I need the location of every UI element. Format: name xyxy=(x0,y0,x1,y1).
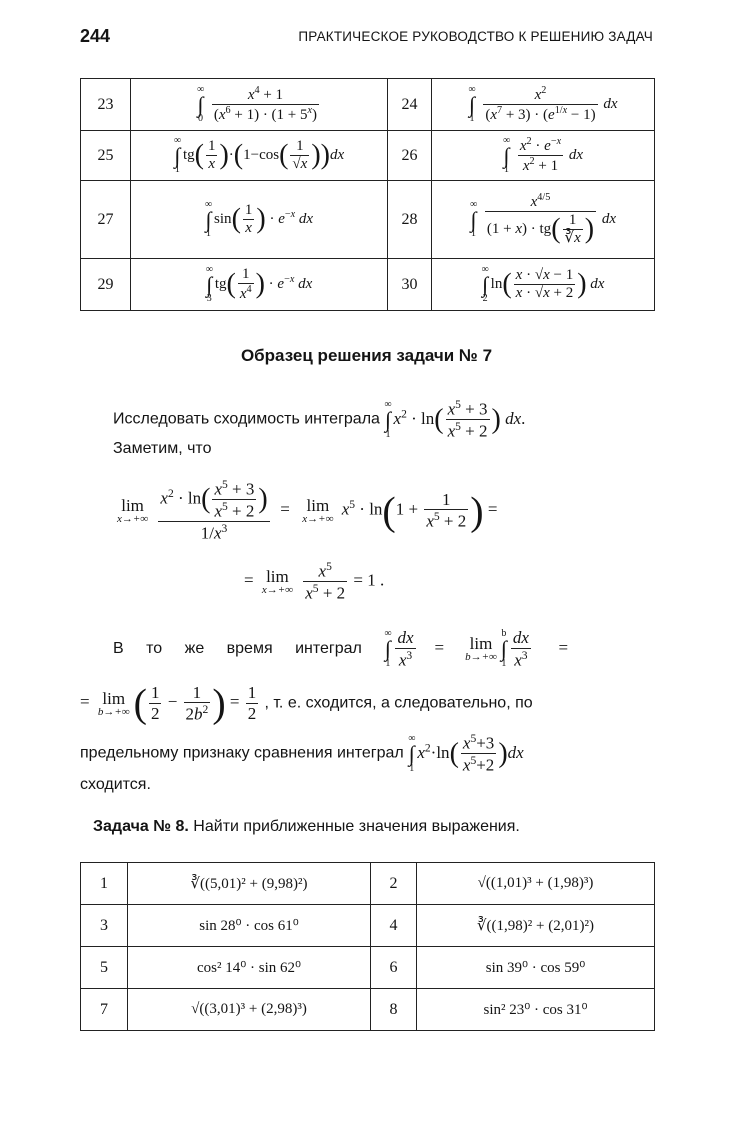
criterion-label: предельному признаку сравнения интеграл xyxy=(80,744,404,762)
table-row xyxy=(81,181,655,259)
problem-expression: ∞ ∫ 1 sin( $\frac{1}{x}$ ) · $e^{-x}$ dx xyxy=(131,181,388,259)
item-number: 5 xyxy=(81,947,128,989)
item-number: 1 xyxy=(81,863,128,905)
item-expression: sin 28⁰ · cos 61⁰ xyxy=(128,905,371,947)
task8-table xyxy=(80,862,655,1031)
item-number: 8 xyxy=(371,989,417,1031)
integrals-table xyxy=(80,78,655,311)
item-number: 6 xyxy=(371,947,417,989)
problem-number: 28 xyxy=(388,181,432,259)
criterion-text xyxy=(80,732,524,775)
item-expression: √((1,01)³ + (1,98)³) xyxy=(417,863,655,905)
problem-number: 30 xyxy=(388,259,432,311)
problem-number: 29 xyxy=(81,259,131,311)
problem-expression: ∞ ∫ 3 tg( $\frac{1}{x^4}$ ) · $e^{-x}$ dx xyxy=(131,259,388,311)
problem-expression: ∞ ∫ 2 ln( $\frac{x \cdot √x - 1}{x \cdot √x + 2}$ ) dx xyxy=(432,259,655,311)
item-expression: ∛((1,98)² + (2,01)²) xyxy=(417,905,655,947)
item-expression: ∛((5,01)² + (9,98)²) xyxy=(128,863,371,905)
table-row xyxy=(81,947,655,989)
task8-text: Найти приближенные значения выражения. xyxy=(193,818,520,835)
item-expression: √((3,01)³ + (2,98)³) xyxy=(128,989,371,1031)
sample-heading: Образец решения задачи № 7 xyxy=(240,346,493,365)
problem-number: 26 xyxy=(388,131,432,181)
limit-b-text xyxy=(80,680,533,727)
limit-result: = lim x→+∞ $\frac{x^5}{x^5 + 2}$ = 1 . xyxy=(244,560,385,603)
task8-label: Задача № 8. xyxy=(93,818,189,835)
item-expression: sin 39⁰ · cos 59⁰ xyxy=(417,947,655,989)
problem-number: 24 xyxy=(388,79,432,131)
intro-label: Исследовать сходимость интеграла xyxy=(113,410,380,428)
item-expression: cos² 14⁰ · sin 62⁰ xyxy=(128,947,371,989)
table-row xyxy=(81,259,655,311)
final-text: сходится. xyxy=(80,776,151,793)
converges-text: , т. е. сходится, а следовательно, по xyxy=(264,694,533,712)
note-text: Заметим, что xyxy=(113,440,212,457)
intro-text xyxy=(113,398,525,441)
problem-number: 25 xyxy=(81,131,131,181)
item-number: 4 xyxy=(371,905,417,947)
item-number: 2 xyxy=(371,863,417,905)
item-expression: sin² 23⁰ · cos 31⁰ xyxy=(417,989,655,1031)
problem-number: 27 xyxy=(81,181,131,259)
problem-expression: ∞ ∫ 1 $\frac{x^2 \cdot e^{-x}}{x^2 + 1}$ dx xyxy=(432,131,655,181)
page-header xyxy=(80,22,653,52)
intro-integral: ∞ ∫ 1 $x^2 \cdot \ln$( $\frac{x^5 + 3}{x^5 + 2}$ ) dx. xyxy=(384,398,526,441)
meanwhile-integral: ∞ ∫ 1 $\frac{dx}{x^3}$ = lim b→+∞ b ∫ 1 $\frac{dx}{x^3}$ = xyxy=(384,627,569,670)
limit-b-expression: = lim b→+∞ ( $\frac{1}{2}$ − $\frac{1}{2b^2}$ ) = $\frac{1}{2}$ xyxy=(80,681,257,726)
meanwhile-text xyxy=(113,628,568,670)
problem-expression: ∞ ∫ 1 $x^{4/5}$ (1 + x) · tg( $\frac{1}{∛x}$ ) dx xyxy=(432,181,655,259)
problem-expression: ∞ ∫ 1 $\frac{x^2}{(x^7 + 3) \cdot (e^{1/x} - 1)}$ dx xyxy=(432,79,655,131)
meanwhile-label: В то же время интеграл xyxy=(113,639,362,657)
problem-expression: ∞ ∫ 0 $\frac{x^4 + 1}{(x^6 + 1) \cdot (1 + 5^x)}$ xyxy=(131,79,388,131)
criterion-integral: ∞ ∫ 1 $x^2\cdot\ln$( $\frac{x^5+3}{x^5+2}$ )dx xyxy=(408,732,524,775)
running-title: ПРАКТИЧЕСКОЕ РУКОВОДСТВО К РЕШЕНИЮ ЗАДАЧ xyxy=(298,29,653,44)
table-row xyxy=(81,79,655,131)
problem-expression: ∞ ∫ 1 tg( $\frac{1}{x}$ )·(1−cos( $\frac{1}{√x}$ ))dx xyxy=(131,131,388,181)
table-row xyxy=(81,131,655,181)
page-number: 244 xyxy=(80,26,111,46)
item-number: 3 xyxy=(81,905,128,947)
item-number: 7 xyxy=(81,989,128,1031)
limit-equation: lim x→+∞ $x^2 \cdot \ln$( $\frac{x^5 + 3}{x^5 + 2}$ ) $1/x^3$ = lim x→+∞ $x^5 \cdot \ln(1$ + $\frac{1}{x^5 + 2}$ ) = xyxy=(117,478,498,544)
problem-number: 23 xyxy=(81,79,131,131)
table-row xyxy=(81,989,655,1031)
table-row xyxy=(81,905,655,947)
table-row xyxy=(81,863,655,905)
task8-title xyxy=(93,818,520,836)
